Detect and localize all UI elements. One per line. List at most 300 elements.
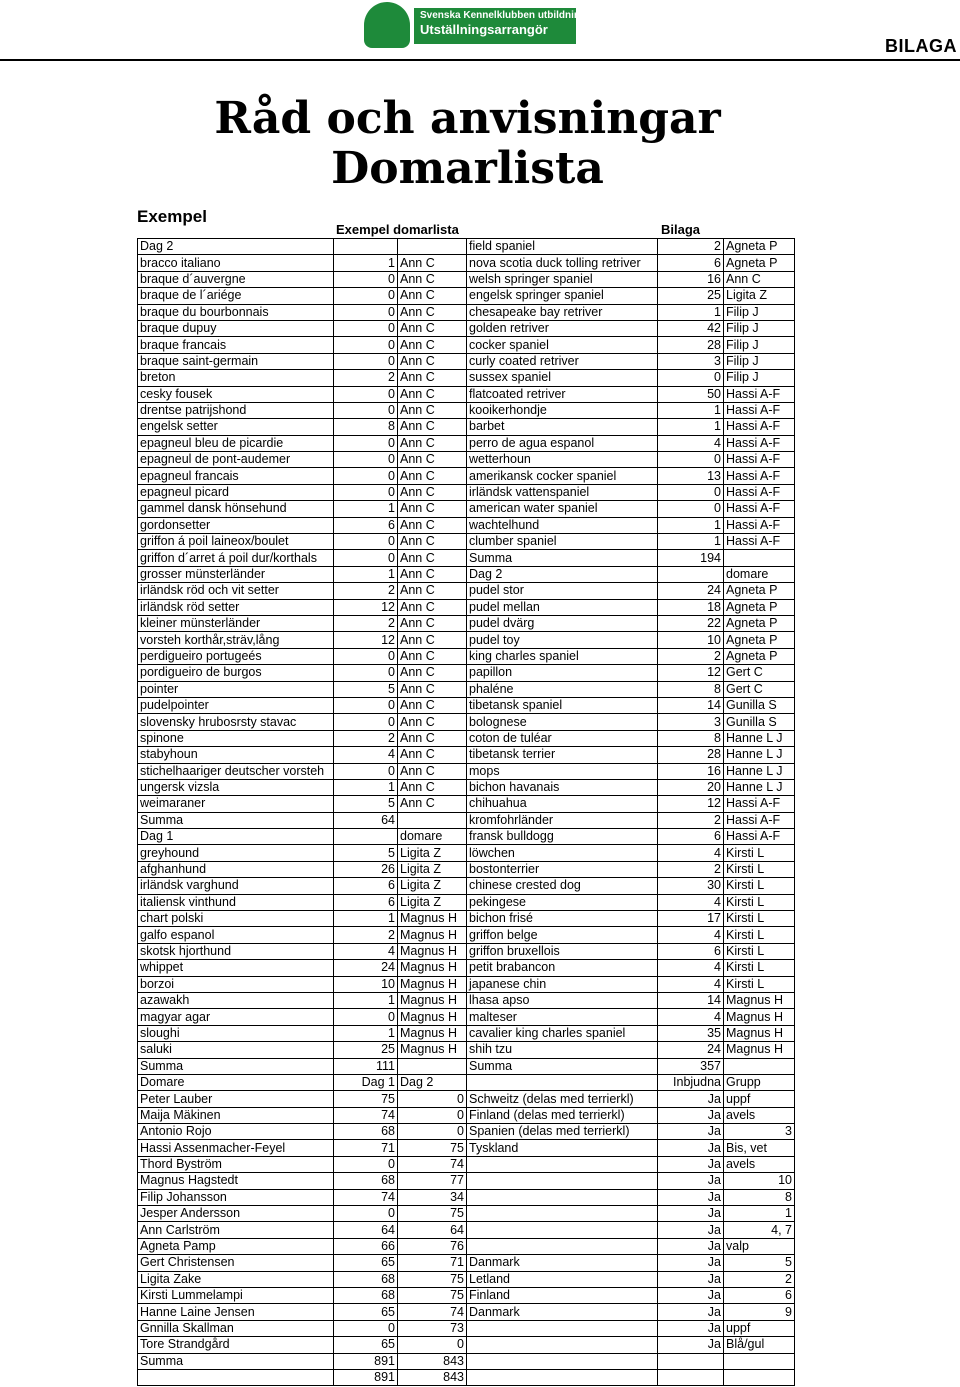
table-cell: drentse patrijshond bbox=[138, 402, 334, 418]
table-cell: Dag 1 bbox=[334, 1074, 398, 1090]
table-cell: griffon belge bbox=[467, 927, 658, 943]
table-cell: cocker spaniel bbox=[467, 337, 658, 353]
table-cell: 1 bbox=[334, 255, 398, 271]
table-cell: Ann C bbox=[398, 468, 467, 484]
table-cell: Dag 2 bbox=[398, 1074, 467, 1090]
table-cell: Filip J bbox=[724, 304, 795, 320]
table-cell: 10 bbox=[334, 976, 398, 992]
table-cell: Maija Mäkinen bbox=[138, 1107, 334, 1123]
table-cell: 2 bbox=[334, 927, 398, 943]
table-row bbox=[138, 566, 795, 582]
table-cell: 68 bbox=[334, 1271, 398, 1287]
table-cell: Inbjudna bbox=[658, 1074, 724, 1090]
table-cell: Hassi A-F bbox=[724, 452, 795, 468]
table-cell: 22 bbox=[658, 615, 724, 631]
table-cell: 0 bbox=[334, 1320, 398, 1336]
table-cell: Ja bbox=[658, 1140, 724, 1156]
table-cell: 0 bbox=[334, 697, 398, 713]
table-cell: 0 bbox=[334, 435, 398, 451]
table-row bbox=[138, 747, 795, 763]
table-cell: papillon bbox=[467, 665, 658, 681]
table-cell: 0 bbox=[334, 1156, 398, 1172]
table-cell: Ja bbox=[658, 1091, 724, 1107]
table-cell: Kirsti L bbox=[724, 894, 795, 910]
table-cell: Ja bbox=[658, 1189, 724, 1205]
table-cell: Ann C bbox=[398, 747, 467, 763]
table-cell: amerikansk cocker spaniel bbox=[467, 468, 658, 484]
table-row bbox=[138, 386, 795, 402]
table-row bbox=[138, 779, 795, 795]
table-cell: Tyskland bbox=[467, 1140, 658, 1156]
table-cell: field spaniel bbox=[467, 239, 658, 255]
table-cell: 1 bbox=[334, 566, 398, 582]
table-cell: 4 bbox=[658, 894, 724, 910]
table-cell bbox=[467, 1222, 658, 1238]
table-cell: 0 bbox=[334, 337, 398, 353]
table-cell: Ann C bbox=[398, 714, 467, 730]
table-cell: Magnus Hagstedt bbox=[138, 1173, 334, 1189]
table-cell: Jesper Andersson bbox=[138, 1206, 334, 1222]
table-cell: wachtelhund bbox=[467, 517, 658, 533]
table-cell: stichelhaariger deutscher vorsteh bbox=[138, 763, 334, 779]
table-cell: Magnus H bbox=[398, 943, 467, 959]
table-cell: Ann C bbox=[398, 402, 467, 418]
logo-line1: Svenska Kennelklubben utbildning bbox=[420, 10, 587, 21]
table-cell: 0 bbox=[334, 320, 398, 336]
table-cell: 0 bbox=[334, 402, 398, 418]
table-cell: Ann C bbox=[398, 484, 467, 500]
table-cell: 16 bbox=[658, 763, 724, 779]
table-cell: 0 bbox=[334, 386, 398, 402]
table-cell bbox=[398, 812, 467, 828]
table-cell: Agneta P bbox=[724, 255, 795, 271]
table-cell: cesky fousek bbox=[138, 386, 334, 402]
table-cell: 50 bbox=[658, 386, 724, 402]
table-cell: Kirsti Lummelampi bbox=[138, 1288, 334, 1304]
table-cell: 3 bbox=[724, 1124, 795, 1140]
table-cell: Ja bbox=[658, 1222, 724, 1238]
table-cell: Ann C bbox=[398, 615, 467, 631]
table-cell bbox=[467, 1369, 658, 1385]
table-row bbox=[138, 763, 795, 779]
table-row bbox=[138, 648, 795, 664]
table-cell: Ann Carlström bbox=[138, 1222, 334, 1238]
table-cell: Magnus H bbox=[398, 992, 467, 1008]
table-cell: mops bbox=[467, 763, 658, 779]
table-cell: 20 bbox=[658, 779, 724, 795]
table-cell: irländsk röd setter bbox=[138, 599, 334, 615]
table-cell: 843 bbox=[398, 1369, 467, 1385]
table-row bbox=[138, 1025, 795, 1041]
table-cell: löwchen bbox=[467, 845, 658, 861]
table-cell: malteser bbox=[467, 1009, 658, 1025]
table-row bbox=[138, 960, 795, 976]
table-cell: 25 bbox=[334, 1042, 398, 1058]
table-subtitle-right: Bilaga bbox=[661, 222, 701, 237]
table-cell: 357 bbox=[658, 1058, 724, 1074]
table-cell: Gert C bbox=[724, 665, 795, 681]
table-cell: Dag 2 bbox=[138, 239, 334, 255]
table-row bbox=[138, 1091, 795, 1107]
table-cell: 0 bbox=[658, 484, 724, 500]
table-cell: domare bbox=[724, 566, 795, 582]
table-cell: 74 bbox=[334, 1107, 398, 1123]
table-cell: 0 bbox=[334, 1206, 398, 1222]
table-cell: Hassi A-F bbox=[724, 829, 795, 845]
table-cell: sloughi bbox=[138, 1025, 334, 1041]
table-row bbox=[138, 1288, 795, 1304]
table-cell: Ja bbox=[658, 1304, 724, 1320]
table-cell: braque francais bbox=[138, 337, 334, 353]
table-cell: pudel dvärg bbox=[467, 615, 658, 631]
table-cell: Kirsti L bbox=[724, 878, 795, 894]
table-cell: 0 bbox=[334, 763, 398, 779]
table-cell: Ligita Z bbox=[398, 878, 467, 894]
table-cell: bolognese bbox=[467, 714, 658, 730]
table-cell: griffon bruxellois bbox=[467, 943, 658, 959]
table-cell: 13 bbox=[658, 468, 724, 484]
table-cell: Ja bbox=[658, 1255, 724, 1271]
table-cell: wetterhoun bbox=[467, 452, 658, 468]
table-cell: pudelpointer bbox=[138, 697, 334, 713]
table-cell: 0 bbox=[334, 288, 398, 304]
table-cell: Kirsti L bbox=[724, 861, 795, 877]
table-cell: 4 bbox=[658, 435, 724, 451]
section-label: Exempel bbox=[137, 207, 207, 226]
table-subtitle-left: Exempel domarlista bbox=[336, 222, 459, 237]
table-cell: Summa bbox=[138, 1058, 334, 1074]
table-cell: 1 bbox=[658, 402, 724, 418]
table-cell: pudel mellan bbox=[467, 599, 658, 615]
table-row bbox=[138, 845, 795, 861]
table-cell: Ann C bbox=[398, 271, 467, 287]
table-cell: afghanhund bbox=[138, 861, 334, 877]
table-cell: Thord Byström bbox=[138, 1156, 334, 1172]
table-cell: american water spaniel bbox=[467, 501, 658, 517]
table-cell: Agneta P bbox=[724, 632, 795, 648]
table-cell: irländsk vattenspaniel bbox=[467, 484, 658, 500]
table-cell: Ann C bbox=[398, 370, 467, 386]
table-cell: 42 bbox=[658, 320, 724, 336]
table-cell: Ligita Z bbox=[398, 845, 467, 861]
table-cell bbox=[334, 829, 398, 845]
table-cell: Ann C bbox=[398, 353, 467, 369]
table-cell: braque dupuy bbox=[138, 320, 334, 336]
table-cell: 4 bbox=[658, 1009, 724, 1025]
table-cell: chihuahua bbox=[467, 796, 658, 812]
table-cell: Antonio Rojo bbox=[138, 1124, 334, 1140]
table-cell: Ja bbox=[658, 1107, 724, 1123]
table-row bbox=[138, 599, 795, 615]
table-cell: braque saint-germain bbox=[138, 353, 334, 369]
table-cell: Hanne L J bbox=[724, 747, 795, 763]
table-cell: valp bbox=[724, 1238, 795, 1254]
table-cell: 25 bbox=[658, 288, 724, 304]
table-cell: 4, 7 bbox=[724, 1222, 795, 1238]
table-cell: magyar agar bbox=[138, 1009, 334, 1025]
table-cell: 65 bbox=[334, 1304, 398, 1320]
table-cell: 68 bbox=[334, 1124, 398, 1140]
table-cell: saluki bbox=[138, 1042, 334, 1058]
table-row bbox=[138, 632, 795, 648]
table-cell: Agneta Pamp bbox=[138, 1238, 334, 1254]
table-row bbox=[138, 239, 795, 255]
table-cell: 74 bbox=[398, 1304, 467, 1320]
table-cell: Ligita Z bbox=[398, 861, 467, 877]
table-row bbox=[138, 320, 795, 336]
table-cell: Magnus H bbox=[398, 1009, 467, 1025]
table-cell: Kirsti L bbox=[724, 976, 795, 992]
table-cell: sussex spaniel bbox=[467, 370, 658, 386]
table-cell bbox=[658, 1369, 724, 1385]
table-row bbox=[138, 435, 795, 451]
table-cell bbox=[467, 1189, 658, 1205]
header-rule bbox=[0, 59, 960, 61]
table-cell: 64 bbox=[334, 1222, 398, 1238]
table-cell: Kirsti L bbox=[724, 943, 795, 959]
table-cell: domare bbox=[398, 829, 467, 845]
table-cell: Filip J bbox=[724, 370, 795, 386]
table-cell: Ligita Zake bbox=[138, 1271, 334, 1287]
table-cell: 0 bbox=[334, 714, 398, 730]
table-cell: Ann C bbox=[398, 435, 467, 451]
table-row bbox=[138, 304, 795, 320]
table-cell: braque de l´ariége bbox=[138, 288, 334, 304]
table-cell: Hassi A-F bbox=[724, 402, 795, 418]
table-cell: japanese chin bbox=[467, 976, 658, 992]
table-cell: coton de tuléar bbox=[467, 730, 658, 746]
table-row bbox=[138, 894, 795, 910]
table-row bbox=[138, 681, 795, 697]
table-row bbox=[138, 1074, 795, 1090]
table-cell: Ann C bbox=[398, 534, 467, 550]
table-cell: 9 bbox=[724, 1304, 795, 1320]
table-cell: braque d´auvergne bbox=[138, 271, 334, 287]
table-row bbox=[138, 1337, 795, 1353]
table-row bbox=[138, 370, 795, 386]
table-cell: Danmark bbox=[467, 1255, 658, 1271]
table-cell: 24 bbox=[658, 583, 724, 599]
table-row bbox=[138, 1058, 795, 1074]
table-row bbox=[138, 992, 795, 1008]
table-cell: 75 bbox=[398, 1140, 467, 1156]
table-cell: 75 bbox=[398, 1206, 467, 1222]
table-cell: 5 bbox=[334, 796, 398, 812]
table-cell: 4 bbox=[658, 976, 724, 992]
table-cell: 0 bbox=[334, 648, 398, 664]
table-cell: Ligita Z bbox=[398, 894, 467, 910]
table-cell: 8 bbox=[724, 1189, 795, 1205]
logo-text bbox=[414, 8, 587, 44]
table-cell: Ann C bbox=[398, 599, 467, 615]
table-cell: 34 bbox=[398, 1189, 467, 1205]
table-cell: 4 bbox=[334, 747, 398, 763]
table-cell: bostonterrier bbox=[467, 861, 658, 877]
table-cell: kooikerhondje bbox=[467, 402, 658, 418]
table-cell: Kirsti L bbox=[724, 927, 795, 943]
table-cell: Ann C bbox=[398, 501, 467, 517]
table-row bbox=[138, 1255, 795, 1271]
table-row bbox=[138, 861, 795, 877]
table-row bbox=[138, 1124, 795, 1140]
table-row bbox=[138, 550, 795, 566]
table-cell: griffon d´arret á poil dur/korthals bbox=[138, 550, 334, 566]
table-cell: 28 bbox=[658, 747, 724, 763]
table-cell: Bis, vet bbox=[724, 1140, 795, 1156]
table-cell: spinone bbox=[138, 730, 334, 746]
table-cell: Hassi A-F bbox=[724, 796, 795, 812]
table-cell: Gunilla S bbox=[724, 714, 795, 730]
table-cell: 0 bbox=[334, 353, 398, 369]
table-cell: Ann C bbox=[398, 648, 467, 664]
table-cell: 111 bbox=[334, 1058, 398, 1074]
table-cell: pointer bbox=[138, 681, 334, 697]
table-row bbox=[138, 829, 795, 845]
table-cell: 1 bbox=[334, 911, 398, 927]
table-row bbox=[138, 271, 795, 287]
table-cell: Agneta P bbox=[724, 599, 795, 615]
table-cell: 0 bbox=[334, 271, 398, 287]
logo-line2: Utställningsarrangör bbox=[420, 22, 548, 37]
table-cell: Magnus H bbox=[398, 1042, 467, 1058]
table-row bbox=[138, 812, 795, 828]
table-cell: clumber spaniel bbox=[467, 534, 658, 550]
table-cell: 6 bbox=[658, 255, 724, 271]
table-cell: 75 bbox=[334, 1091, 398, 1107]
table-cell: Magnus H bbox=[724, 992, 795, 1008]
table-row bbox=[138, 1042, 795, 1058]
table-cell: Hassi A-F bbox=[724, 435, 795, 451]
table-cell: 0 bbox=[398, 1107, 467, 1123]
table-cell bbox=[398, 239, 467, 255]
table-row bbox=[138, 943, 795, 959]
table-cell: Ann C bbox=[398, 419, 467, 435]
table-cell: Hassi A-F bbox=[724, 534, 795, 550]
table-cell: barbet bbox=[467, 419, 658, 435]
table-cell: 1 bbox=[724, 1206, 795, 1222]
table-cell: 65 bbox=[334, 1255, 398, 1271]
table-cell: 2 bbox=[658, 861, 724, 877]
table-cell: Spanien (delas med terrierkl) bbox=[467, 1124, 658, 1140]
table-cell: Hassi A-F bbox=[724, 386, 795, 402]
table-cell: 1 bbox=[658, 517, 724, 533]
judge-list-body bbox=[138, 239, 795, 1386]
table-cell: 28 bbox=[658, 337, 724, 353]
table-cell: 2 bbox=[658, 239, 724, 255]
table-cell: galfo espanol bbox=[138, 927, 334, 943]
table-cell: avels bbox=[724, 1107, 795, 1123]
skk-logo bbox=[364, 2, 587, 48]
table-cell: Summa bbox=[138, 812, 334, 828]
table-cell: curly coated retriver bbox=[467, 353, 658, 369]
table-cell: kromfohrländer bbox=[467, 812, 658, 828]
table-cell: 64 bbox=[398, 1222, 467, 1238]
table-cell: 0 bbox=[334, 452, 398, 468]
table-cell: avels bbox=[724, 1156, 795, 1172]
table-cell: Magnus H bbox=[398, 911, 467, 927]
table-cell: 73 bbox=[398, 1320, 467, 1336]
table-cell: Ja bbox=[658, 1320, 724, 1336]
table-cell: 1 bbox=[658, 304, 724, 320]
table-row bbox=[138, 1107, 795, 1123]
table-cell: 2 bbox=[334, 615, 398, 631]
table-cell: Summa bbox=[467, 550, 658, 566]
table-cell: Filip Johansson bbox=[138, 1189, 334, 1205]
table-cell: petit brabancon bbox=[467, 960, 658, 976]
table-cell bbox=[724, 550, 795, 566]
table-cell: 14 bbox=[658, 992, 724, 1008]
table-cell: pekingese bbox=[467, 894, 658, 910]
table-cell: Summa bbox=[138, 1353, 334, 1369]
table-row bbox=[138, 665, 795, 681]
table-cell: Ligita Z bbox=[724, 288, 795, 304]
table-cell: Gnnilla Skallman bbox=[138, 1320, 334, 1336]
table-cell: 14 bbox=[658, 697, 724, 713]
table-cell: Ann C bbox=[398, 681, 467, 697]
table-cell: tibetansk spaniel bbox=[467, 697, 658, 713]
table-cell: 2 bbox=[334, 583, 398, 599]
table-cell: Hassi A-F bbox=[724, 517, 795, 533]
table-cell bbox=[467, 1074, 658, 1090]
table-cell: shih tzu bbox=[467, 1042, 658, 1058]
table-cell: Agneta P bbox=[724, 648, 795, 664]
table-cell: Ja bbox=[658, 1238, 724, 1254]
table-cell: 75 bbox=[398, 1288, 467, 1304]
table-cell: 0 bbox=[658, 501, 724, 517]
table-cell: 16 bbox=[658, 271, 724, 287]
table-cell: Ann C bbox=[398, 288, 467, 304]
table-cell: Ann C bbox=[398, 517, 467, 533]
table-row bbox=[138, 1222, 795, 1238]
table-cell: skotsk hjorthund bbox=[138, 943, 334, 959]
table-cell: Gunilla S bbox=[724, 697, 795, 713]
table-cell: 3 bbox=[658, 714, 724, 730]
table-cell: weimaraner bbox=[138, 796, 334, 812]
table-cell: 891 bbox=[334, 1353, 398, 1369]
table-cell: 1 bbox=[658, 419, 724, 435]
table-cell: chinese crested dog bbox=[467, 878, 658, 894]
table-row bbox=[138, 534, 795, 550]
table-cell: engelsk springer spaniel bbox=[467, 288, 658, 304]
table-cell: 30 bbox=[658, 878, 724, 894]
table-cell: Hassi A-F bbox=[724, 484, 795, 500]
table-row bbox=[138, 1369, 795, 1385]
table-cell: Peter Lauber bbox=[138, 1091, 334, 1107]
table-row bbox=[138, 1238, 795, 1254]
table-cell: 24 bbox=[334, 960, 398, 976]
table-cell: 12 bbox=[334, 599, 398, 615]
table-cell: Ja bbox=[658, 1206, 724, 1222]
table-cell: uppf bbox=[724, 1091, 795, 1107]
table-cell: irländsk varghund bbox=[138, 878, 334, 894]
table-row bbox=[138, 288, 795, 304]
table-cell: 17 bbox=[658, 911, 724, 927]
table-cell bbox=[138, 1369, 334, 1385]
table-cell: Filip J bbox=[724, 337, 795, 353]
table-cell: chart polski bbox=[138, 911, 334, 927]
table-row bbox=[138, 468, 795, 484]
table-row bbox=[138, 1304, 795, 1320]
table-row bbox=[138, 1009, 795, 1025]
table-cell: Tore Strandgård bbox=[138, 1337, 334, 1353]
table-cell: Kirsti L bbox=[724, 960, 795, 976]
table-cell bbox=[467, 1156, 658, 1172]
table-cell: gordonsetter bbox=[138, 517, 334, 533]
table-cell: vorsteh korthår,sträv,lång bbox=[138, 632, 334, 648]
table-cell: engelsk setter bbox=[138, 419, 334, 435]
table-cell: 0 bbox=[398, 1091, 467, 1107]
table-cell: Ann C bbox=[398, 337, 467, 353]
